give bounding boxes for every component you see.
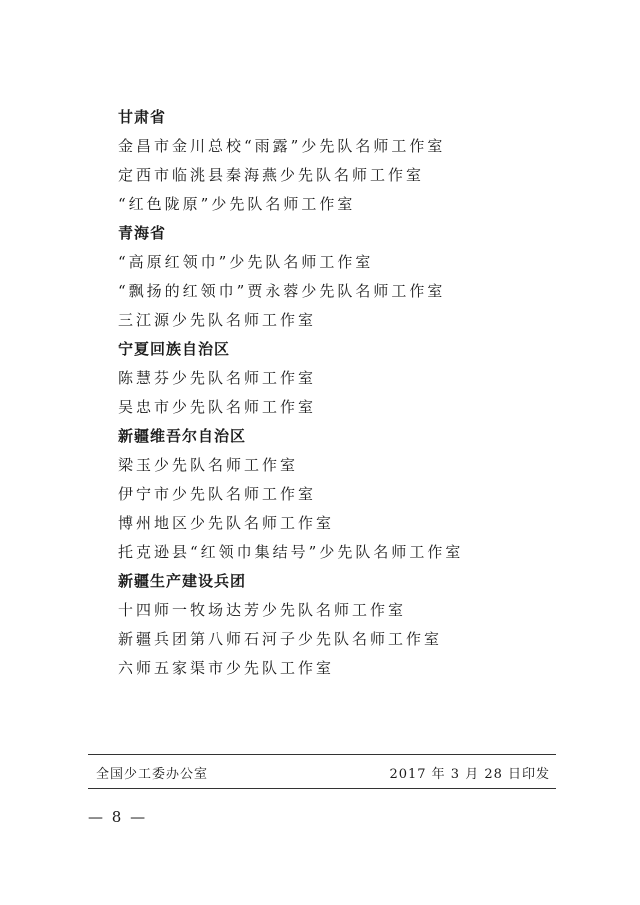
province-heading: 新疆维吾尔自治区 <box>118 427 247 445</box>
studio-item: 定西市临洮县秦海燕少先队名师工作室 <box>118 166 425 184</box>
studio-item: 三江源少先队名师工作室 <box>118 311 317 329</box>
province-heading: 宁夏回族自治区 <box>118 340 231 358</box>
studio-item: 伊宁市少先队名师工作室 <box>118 485 317 503</box>
province-heading: 甘肃省 <box>118 108 167 126</box>
studio-item: 十四师一牧场达芳少先队名师工作室 <box>118 601 407 619</box>
section-bingtuan <box>118 567 588 683</box>
studio-item: 新疆兵团第八师石河子少先队名师工作室 <box>118 630 443 648</box>
studio-item: 六师五家渠市少先队工作室 <box>118 659 335 677</box>
province-heading: 新疆生产建设兵团 <box>118 572 247 590</box>
issuance-footer <box>88 754 556 789</box>
province-heading: 青海省 <box>118 224 167 242</box>
issuer-name: 全国少工委办公室 <box>96 767 209 782</box>
studio-item: 金昌市金川总校“雨露”少先队名师工作室 <box>118 137 446 155</box>
issue-date: 2017 年 3 月 28 日印发 <box>389 767 550 782</box>
document-body <box>118 103 588 683</box>
section-gansu <box>118 103 588 219</box>
studio-item: 陈慧芬少先队名师工作室 <box>118 369 317 387</box>
studio-item: 博州地区少先队名师工作室 <box>118 514 335 532</box>
studio-item: 托克逊县“红领巾集结号”少先队名师工作室 <box>118 543 464 561</box>
page-number: — 8 — <box>88 808 148 826</box>
section-xinjiang <box>118 422 588 567</box>
studio-item: “高原红领巾”少先队名师工作室 <box>118 253 374 271</box>
studio-item: 梁玉少先队名师工作室 <box>118 456 299 474</box>
studio-item: 吴忠市少先队名师工作室 <box>118 398 317 416</box>
studio-item: “飘扬的红领巾”贾永蓉少先队名师工作室 <box>118 282 446 300</box>
section-qinghai <box>118 219 588 335</box>
studio-item: “红色陇原”少先队名师工作室 <box>118 195 356 213</box>
section-ningxia <box>118 335 588 422</box>
